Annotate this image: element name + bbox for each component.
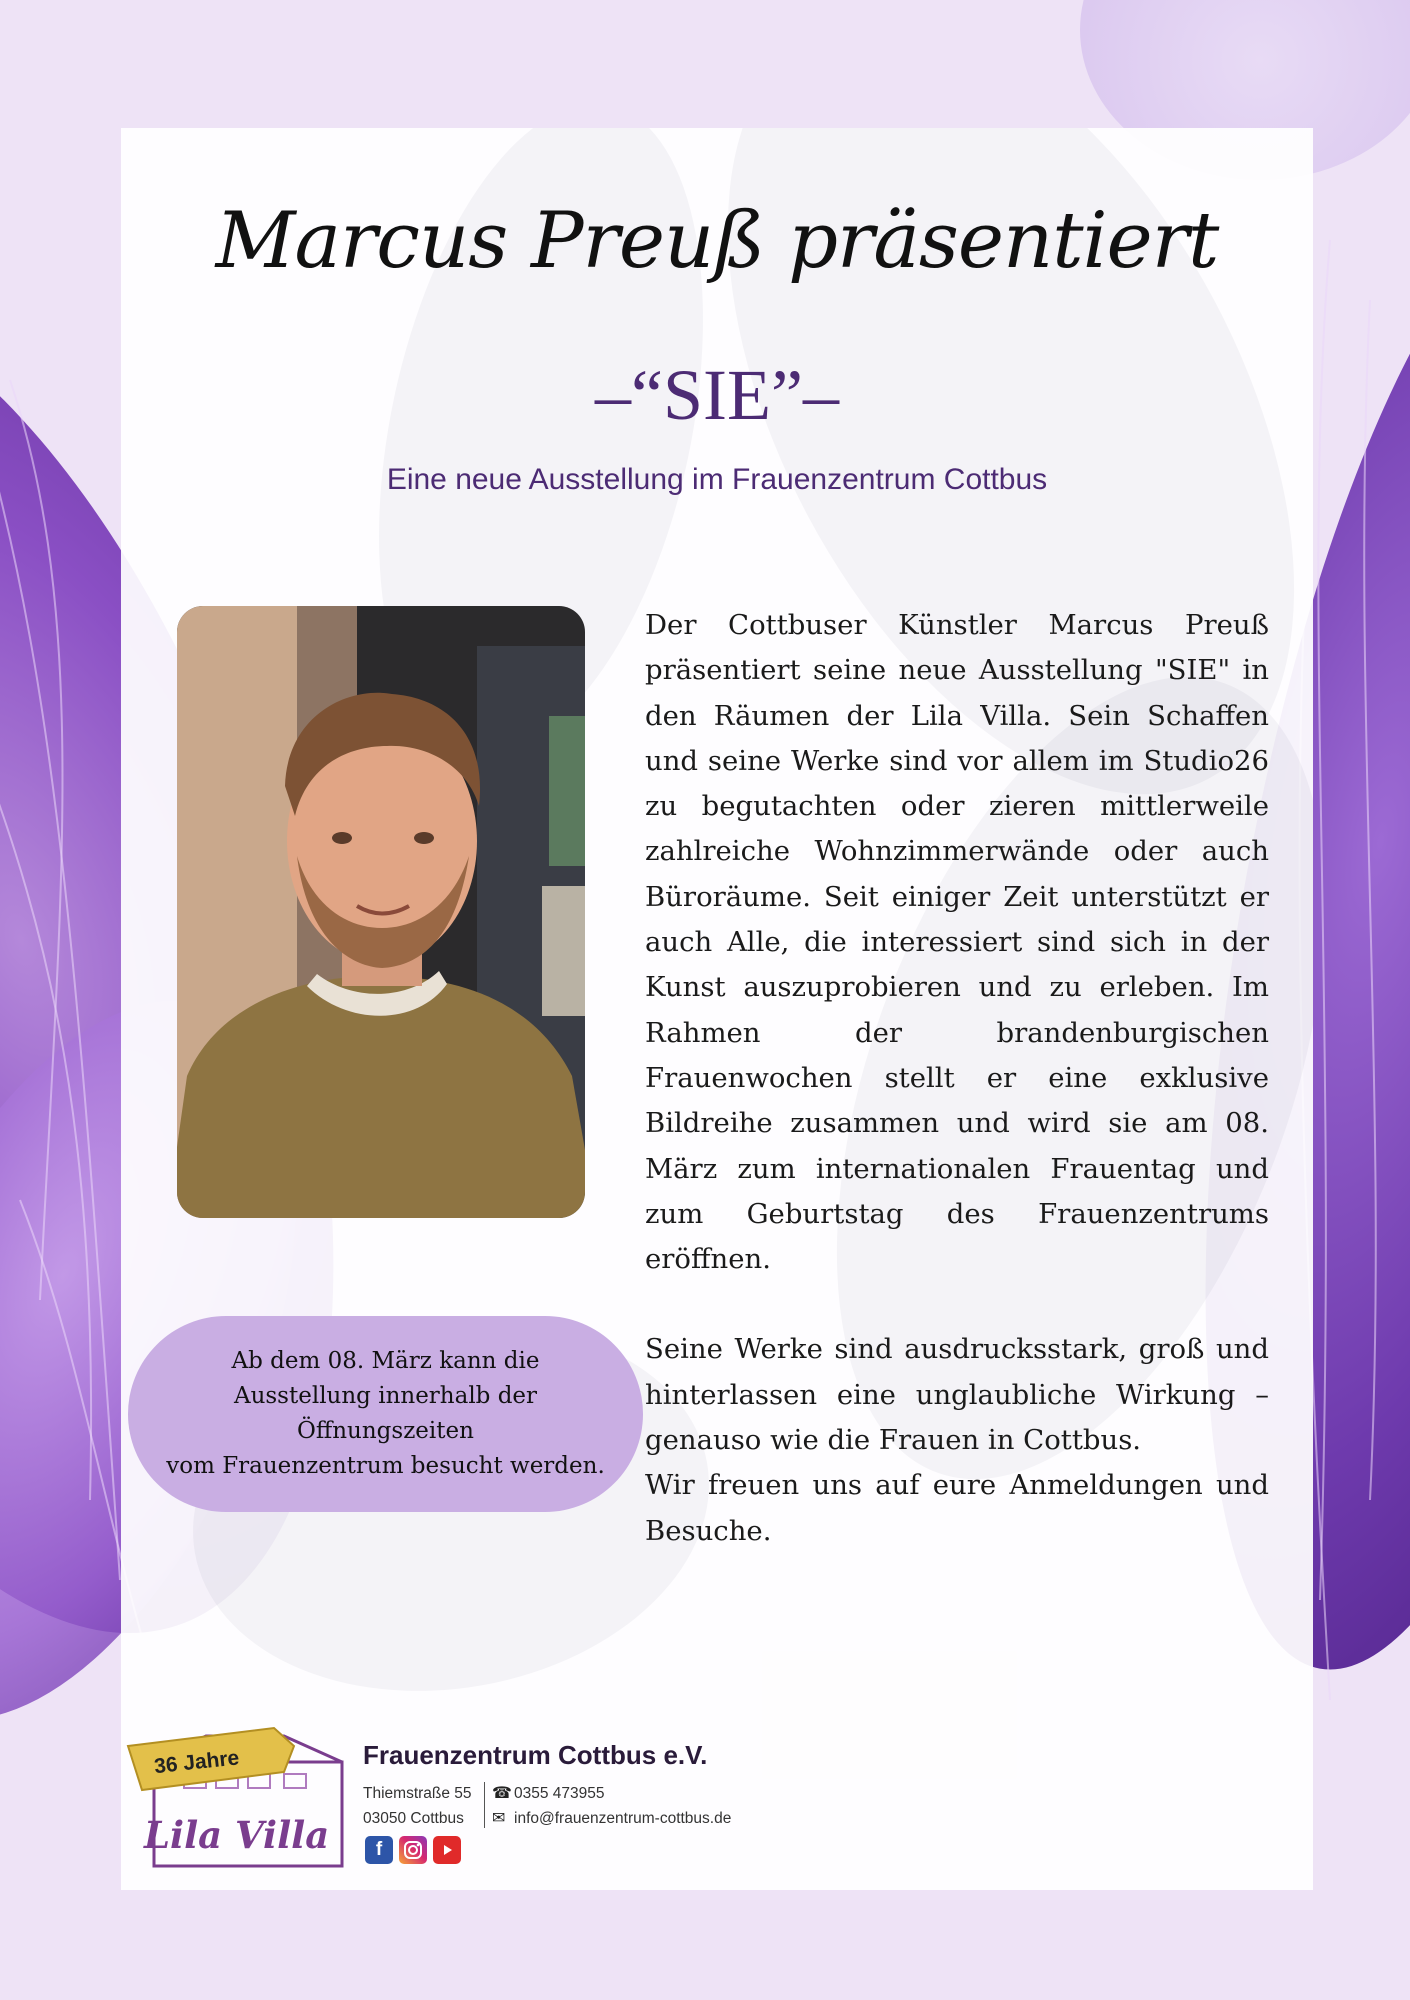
phone-number[interactable]: 0355 473955	[514, 1785, 605, 1802]
article-paragraph-2: Seine Werke sind ausdrucksstark, groß und hinterlassen eine unglaubliche Wirkung – genauso wie die Frauen in Cottbus.	[645, 1333, 1269, 1457]
opening-notice-text: Ab dem 08. März kann die Ausstellung innerhalb der Öffnungszeiten vom Frauenzentrum besucht werden.	[166, 1348, 605, 1479]
opening-notice	[128, 1316, 643, 1512]
logo-name-text: Lila Villa	[144, 1813, 330, 1857]
organization-name: Frauenzentrum Cottbus e.V.	[363, 1740, 708, 1770]
tagline: Eine neue Ausstellung im Frauenzentrum Cottbus	[386, 463, 1048, 496]
artist-photo	[177, 606, 585, 1218]
contact-divider	[484, 1782, 485, 1828]
article-paragraph-3: Wir freuen uns auf eure Anmeldungen und Besuche.	[645, 1469, 1269, 1547]
page-title: Marcus Preuß präsentiert	[215, 196, 1219, 286]
email-address[interactable]: info@frauenzentrum-cottbus.de	[514, 1810, 732, 1827]
instagram-icon[interactable]	[399, 1836, 427, 1864]
facebook-icon[interactable]: f	[365, 1836, 393, 1864]
lila-villa-logo	[124, 1716, 360, 1868]
article-paragraph-1: Der Cottbuser Künstler Marcus Preuß präsentiert seine neue Ausstellung "SIE" in den Räumen der Lila Villa. Sein Schaffen und seine Werke sind vor allem im Studio26 zu begutachten oder zieren mittlerweile zahlreiche Wohnzimmerwände oder auch Büroräume. Seit einiger Zeit unterstützt er auch Alle, die interessiert sind sich in der Kunst auszuprobieren und zu erleben. Im Rahmen der brandenburgischen Frauenwochen stellt er eine exklusive Bildreihe zusammen und wird sie am 08. März zum internationalen Frauentag und zum Geburtstag des Frauenzentrums eröffnen.	[645, 609, 1269, 1276]
article-body	[645, 603, 1269, 1554]
mail-icon: ✉	[492, 1808, 506, 1827]
phone-icon: ☎	[492, 1783, 512, 1802]
logo-banner-text: 36 Jahre	[153, 1746, 241, 1779]
address-street: Thiemstraße 55	[363, 1785, 472, 1802]
youtube-icon[interactable]	[433, 1836, 461, 1864]
exhibition-title: –“SIE”–	[595, 355, 839, 435]
address-city: 03050 Cottbus	[363, 1810, 464, 1827]
